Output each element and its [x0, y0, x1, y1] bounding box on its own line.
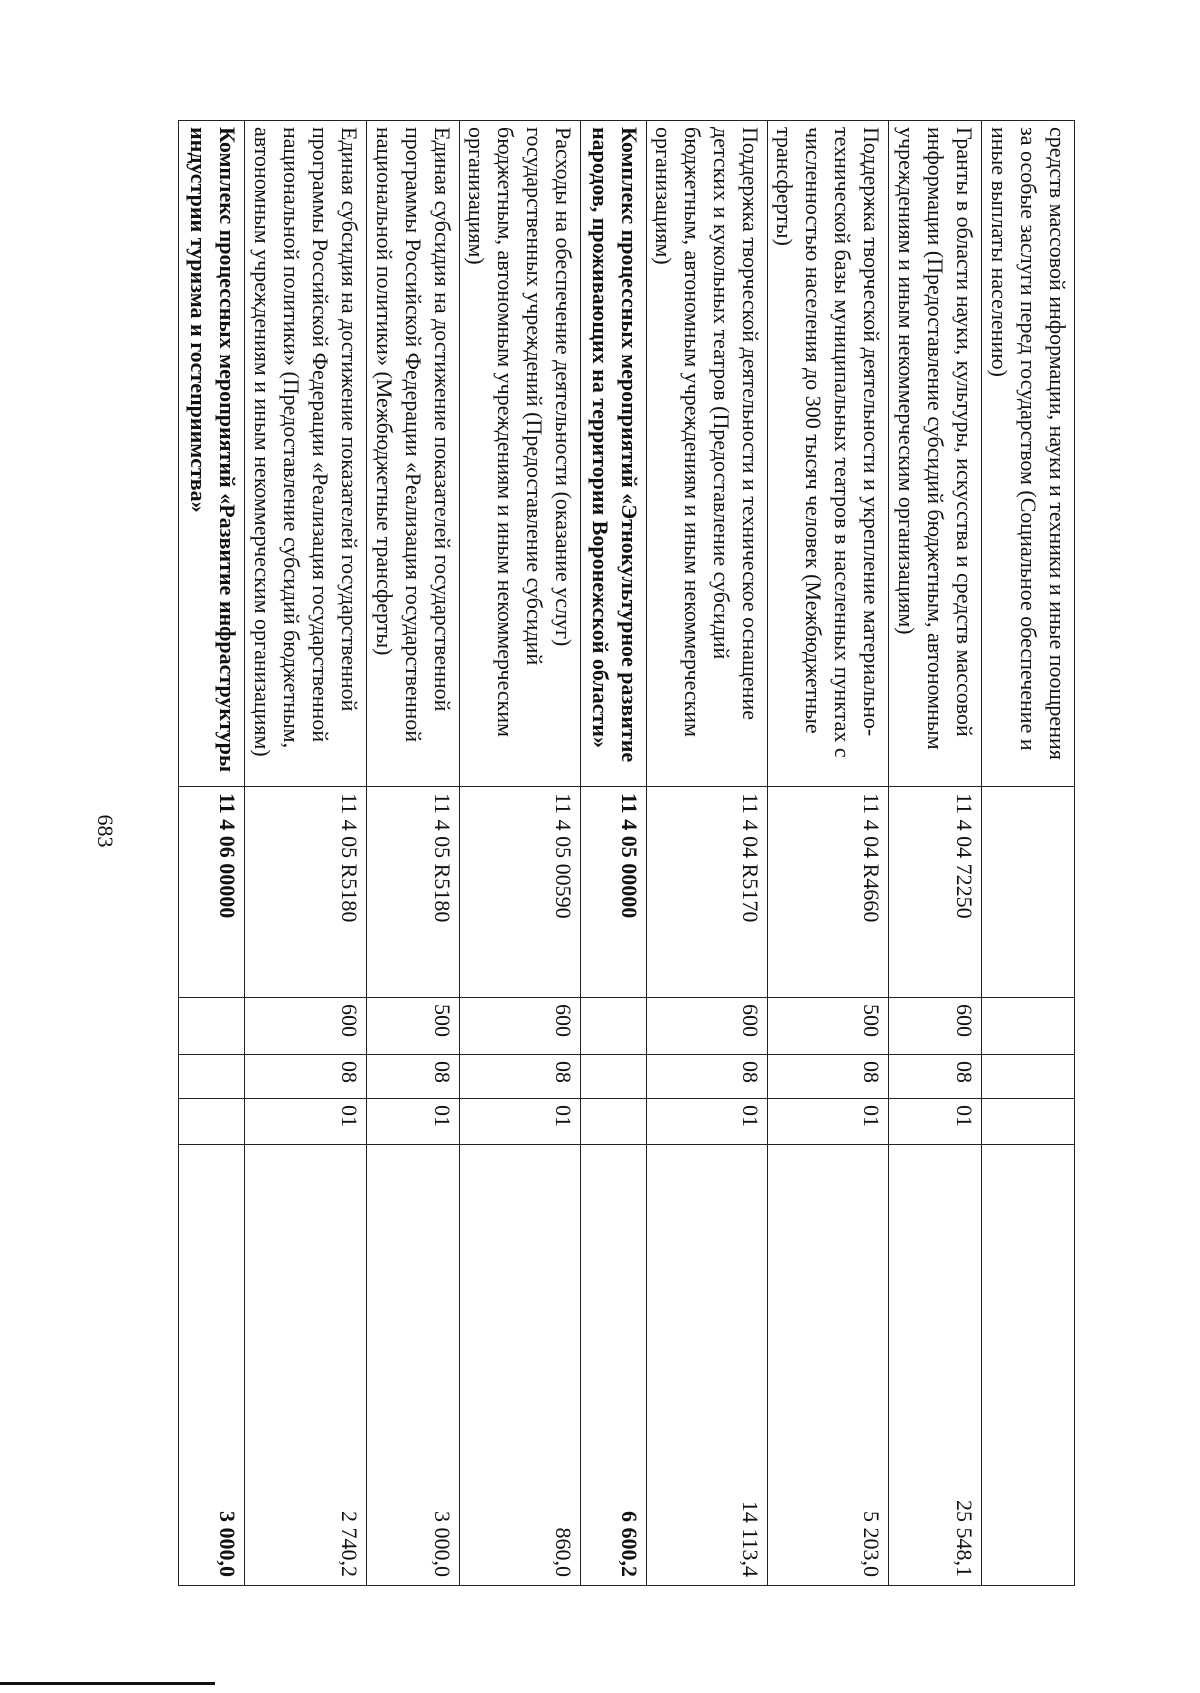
row-section: 08 — [245, 1055, 367, 1099]
row-section: 08 — [889, 1055, 982, 1099]
row-amount: 3 000,0 — [179, 1145, 245, 1586]
row-target-code: 11 4 05 R5180 — [367, 787, 460, 998]
budget-table — [178, 120, 1075, 1586]
row-expense-type: 600 — [647, 998, 768, 1055]
row-target-code: 11 4 06 00000 — [179, 787, 245, 998]
row-amount — [982, 1145, 1075, 1586]
row-name: средств массовой информации, науки и техники и иные поощрения за особые заслуги перед государством (Социальное обеспечение и иные выплаты населению) — [982, 121, 1075, 787]
row-subsection: 01 — [367, 1099, 460, 1145]
row-section — [581, 1055, 647, 1099]
row-target-code: 11 4 05 00590 — [460, 787, 581, 998]
row-target-code: 11 4 04 R4660 — [768, 787, 889, 998]
row-expense-type: 500 — [367, 998, 460, 1055]
page-number: 683 — [93, 814, 118, 848]
row-subsection: 01 — [245, 1099, 367, 1145]
row-expense-type: 600 — [889, 998, 982, 1055]
row-amount: 6 600,2 — [581, 1145, 647, 1586]
row-name: Комплекс процессных мероприятий «Развитие инфраструктуры индустрии туризма и гостеприимства» — [179, 121, 245, 787]
row-expense-type — [581, 998, 647, 1055]
table-row — [768, 121, 889, 1586]
row-target-code: 11 4 05 00000 — [581, 787, 647, 998]
row-amount: 860,0 — [460, 1145, 581, 1586]
table-row — [581, 121, 647, 1586]
row-name: Поддержка творческой деятельности и техническое оснащение детских и кукольных театров (Предоставление субсидий бюджетным, автономным учреждениям и иным некоммерческим организациям) — [647, 121, 768, 787]
row-section: 08 — [367, 1055, 460, 1099]
row-name: Гранты в области науки, культуры, искусства и средств массовой информации (Предоставление субсидий бюджетным, автономным учреждениям и иным некоммерческим организациям) — [889, 121, 982, 787]
row-target-code: 11 4 04 R5170 — [647, 787, 768, 998]
row-subsection — [581, 1099, 647, 1145]
row-section: 08 — [647, 1055, 768, 1099]
table-row — [179, 121, 245, 1586]
row-amount: 3 000,0 — [367, 1145, 460, 1586]
row-name: Единая субсидия на достижение показателей государственной программы Российской Федерации «Реализация государственной национальной политики» (Межбюджетные трансферты) — [367, 121, 460, 787]
row-expense-type: 600 — [460, 998, 581, 1055]
table-row — [367, 121, 460, 1586]
row-amount: 14 113,4 — [647, 1145, 768, 1586]
budget-table-rotated — [186, 120, 1075, 1585]
row-section — [179, 1055, 245, 1099]
row-name: Комплекс процессных мероприятий «Этнокультурное развитие народов, проживающих на территории Воронежской области» — [581, 121, 647, 787]
table-row — [245, 121, 367, 1586]
row-amount: 5 203,0 — [768, 1145, 889, 1586]
row-expense-type — [982, 998, 1075, 1055]
table-row — [889, 121, 982, 1586]
row-subsection: 01 — [889, 1099, 982, 1145]
row-expense-type — [179, 998, 245, 1055]
row-name: Единая субсидия на достижение показателей государственной программы Российской Федерации «Реализация государственной национальной политики» (Предоставление субсидий бюджетным, автономным учреждениям и иным некоммерческим организациям) — [245, 121, 367, 787]
row-subsection: 01 — [768, 1099, 889, 1145]
row-amount: 25 548,1 — [889, 1145, 982, 1586]
row-target-code — [982, 787, 1075, 998]
table-row — [460, 121, 581, 1586]
row-target-code: 11 4 05 R5180 — [245, 787, 367, 998]
row-subsection — [179, 1099, 245, 1145]
row-name: Поддержка творческой деятельности и укрепление материально-технической базы муниципальных театров в населенных пунктах с численностью населения до 300 тысяч человек (Межбюджетные трансферты) — [768, 121, 889, 787]
row-section: 08 — [768, 1055, 889, 1099]
row-expense-type: 500 — [768, 998, 889, 1055]
scan-edge-line — [0, 1682, 215, 1685]
row-subsection — [982, 1099, 1075, 1145]
table-row — [982, 121, 1075, 1586]
row-amount: 2 740,2 — [245, 1145, 367, 1586]
table-row — [647, 121, 768, 1586]
row-subsection: 01 — [460, 1099, 581, 1145]
row-target-code: 11 4 04 72250 — [889, 787, 982, 998]
row-section — [982, 1055, 1075, 1099]
row-expense-type: 600 — [245, 998, 367, 1055]
row-name: Расходы на обеспечение деятельности (оказание услуг) государственных учреждений (Предоставление субсидий бюджетным, автономным учреждениям и иным некоммерческим организациям) — [460, 121, 581, 787]
row-section: 08 — [460, 1055, 581, 1099]
row-subsection: 01 — [647, 1099, 768, 1145]
